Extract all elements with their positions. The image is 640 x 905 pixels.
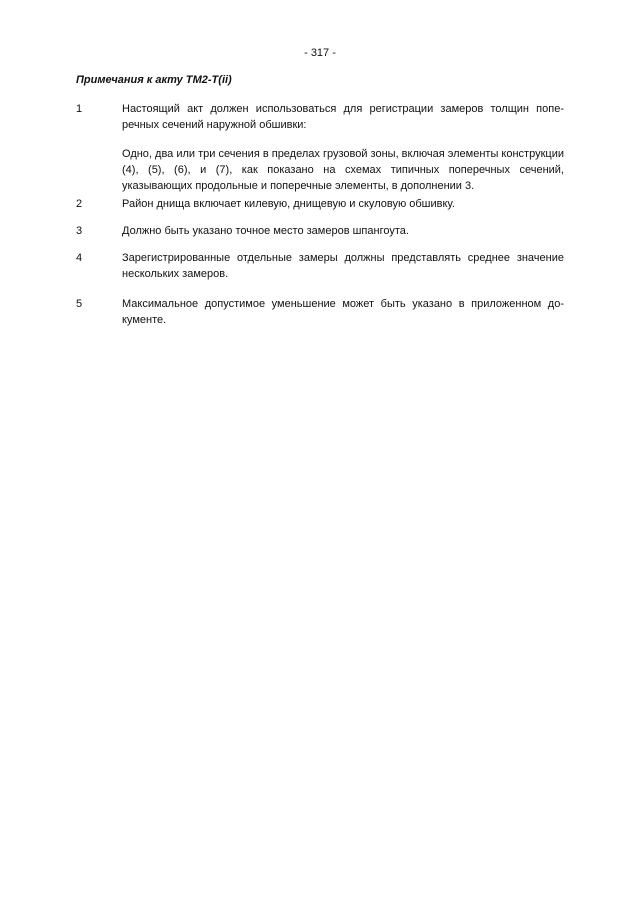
note-number: 1 xyxy=(76,103,83,115)
section-heading: Примечания к акту ТМ2-T(ii) xyxy=(76,74,232,86)
note-text xyxy=(122,250,564,282)
note-number: 4 xyxy=(76,252,83,264)
note-item-5 xyxy=(76,296,566,328)
note-paragraph: Одно, два или три сечения в пределах грузовой зоны, включая элементы конструкции (4), (5), (6), и (7), как показано на схемах типичных поперечных сечений, указывающих продольные и поперечные элементы, в дополнении 3. xyxy=(122,148,564,192)
note-text xyxy=(122,196,564,212)
note-number: 5 xyxy=(76,298,83,310)
note-number: 2 xyxy=(76,198,83,210)
note-text xyxy=(122,101,564,194)
note-item-1 xyxy=(76,101,566,194)
note-paragraph: Максимальное допустимое уменьшение может быть указано в приложенном документе. xyxy=(122,298,564,326)
note-paragraph: Зарегистрированные отдельные замеры должны представлять среднее значение нескольких замеров. xyxy=(122,252,564,280)
note-item-2 xyxy=(76,196,566,212)
note-item-3 xyxy=(76,223,566,239)
note-item-4 xyxy=(76,250,566,282)
note-text xyxy=(122,223,564,239)
note-paragraph: Должно быть указано точное место замеров шпангоута. xyxy=(122,225,409,237)
page-number: - 317 - xyxy=(304,47,336,59)
note-paragraph: Район днища включает килевую, днищевую и скуловую обшивку. xyxy=(122,198,455,210)
note-text xyxy=(122,296,564,328)
note-paragraph: Настоящий акт должен использоваться для регистрации замеров толщин поперечных сечений наружной обшивки: xyxy=(122,103,564,131)
note-number: 3 xyxy=(76,225,83,237)
